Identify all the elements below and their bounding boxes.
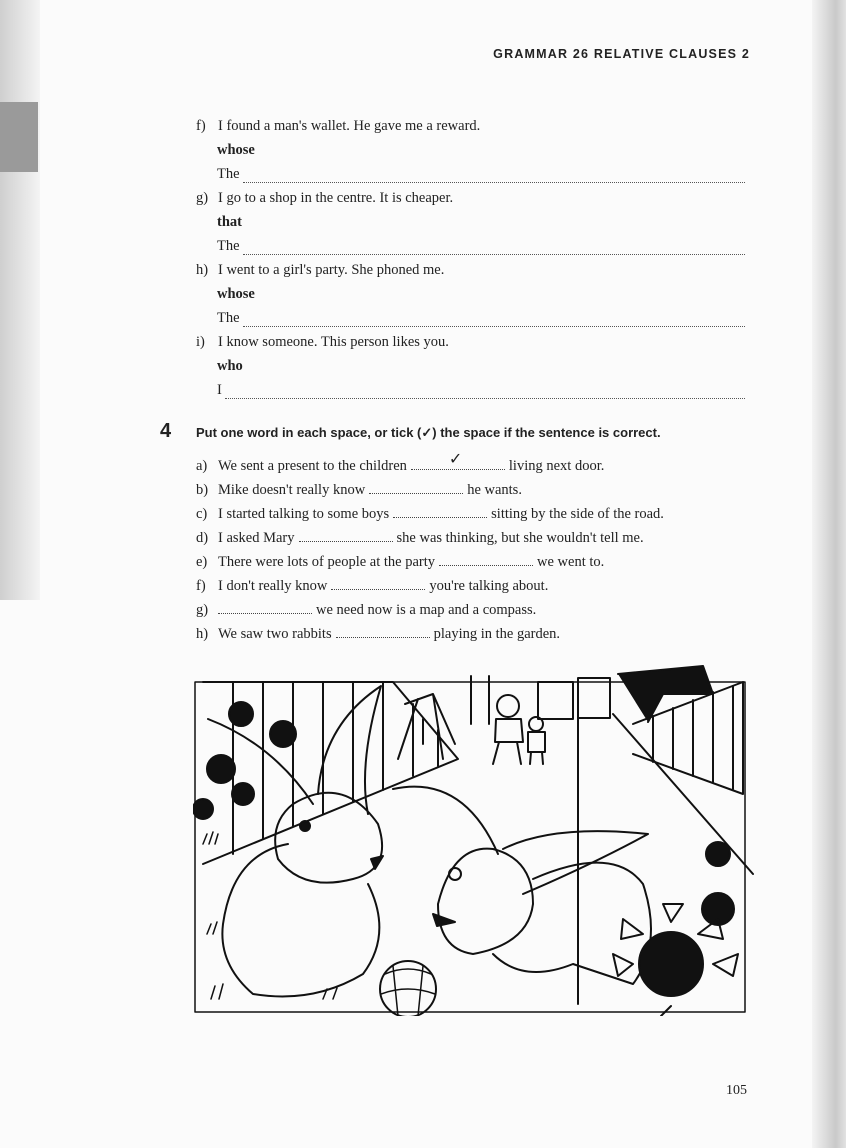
answer-gap[interactable] [331, 578, 425, 590]
answer-gap[interactable] [393, 506, 487, 518]
item-sentence: I know someone. This person likes you. [218, 334, 449, 350]
door-illustration [578, 678, 610, 718]
child-figure [497, 695, 519, 717]
exercise-item: d) I asked Mary she was thinking, but she wouldn't tell me. [196, 530, 644, 546]
running-header: GRAMMAR 26 RELATIVE CLAUSES 2 [493, 47, 750, 61]
page-edge-shadow [812, 0, 846, 1148]
flower-illustration [193, 702, 738, 1016]
answer-gap[interactable] [369, 482, 463, 494]
exercise-item: b) Mike doesn't really know he wants. [196, 482, 522, 498]
exercise-item: f) I don't really know you're talking about. [196, 578, 549, 594]
answer-gap[interactable] [336, 626, 430, 638]
garden-rabbits-illustration [193, 664, 763, 1016]
tree-illustration [618, 666, 713, 722]
item-cue: that [217, 214, 242, 230]
item-h: h) I went to a girl's party. She phoned me. [196, 262, 445, 278]
item-sentence: I go to a shop in the centre. It is cheaper. [218, 190, 454, 206]
item-cue: whose [217, 142, 255, 158]
item-cue: whose [217, 286, 255, 302]
section-tab-marker [0, 102, 38, 172]
answer-line[interactable]: The [217, 166, 745, 183]
item-sentence: I found a man's wallet. He gave me a reward. [218, 118, 481, 134]
exercise-number: 4 [160, 420, 172, 442]
item-f: f) I found a man's wallet. He gave me a reward. [196, 118, 481, 134]
exercise-instruction: Put one word in each space, or tick (✓) the space if the sentence is correct. [196, 425, 661, 440]
answer-gap[interactable] [218, 602, 312, 614]
ball-illustration [380, 961, 436, 1016]
exercise-item: a) We sent a present to the children ✓ living next door. [196, 451, 605, 474]
answer-gap[interactable] [439, 554, 533, 566]
item-cue: who [217, 358, 243, 374]
answer-line[interactable]: The [217, 310, 745, 327]
answer-gap[interactable] [299, 530, 393, 542]
exercise-item: e) There were lots of people at the party we went to. [196, 554, 605, 570]
answer-gap[interactable] [411, 451, 505, 470]
tick-mark: ✓ [448, 451, 463, 468]
exercise-item: h) We saw two rabbits playing in the garden. [196, 626, 561, 642]
page-gutter-shadow [0, 0, 40, 600]
item-i: i) I know someone. This person likes you. [196, 334, 449, 350]
answer-line[interactable]: I [217, 382, 745, 399]
exercise-item: c) I started talking to some boys sitting by the side of the road. [196, 506, 664, 522]
exercise-item: g) we need now is a map and a compass. [196, 602, 537, 618]
item-g: g) I go to a shop in the centre. It is cheaper. [196, 190, 454, 206]
answer-line[interactable]: The [217, 238, 745, 255]
item-sentence: I went to a girl's party. She phoned me. [218, 262, 445, 278]
page-number: 105 [726, 1083, 747, 1098]
swing-illustration [398, 694, 455, 759]
